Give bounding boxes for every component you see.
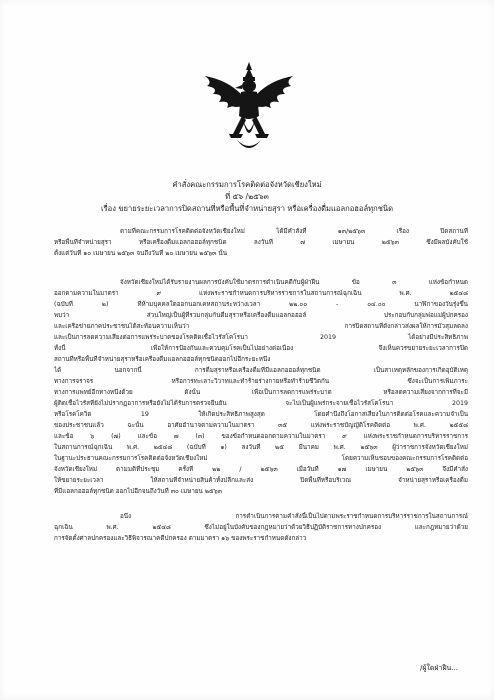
body-line: ทั้งนี้ เพื่อให้การป้องกันและควบคุมโรคเป็นไปอย่างต่อเนื่อง จึงเห็นควรขยายระยะเวลาการปิด [54,345,468,352]
body-line: ตั้งแต่วันที่ ๑๐ เมษายน ๒๕๖๓ จนถึงวันที่ ๒๐ เมษายน ๒๕๖๓ นั้น [54,250,228,257]
continuation-marker: /ผู้ใดฝ่าฝืน... [420,664,459,672]
body-line: ทางการแพทย์อีกทางหนึ่งด้วย ดังนั้น เพื่อเป็นการลดการแพร่ระบาด หรือลดความเสี่ยงจากการที่จะมี [54,389,468,396]
body-line: ของประชาชนแล้ว ฉะนั้น อาศัยอำนาจตามความในมาตรา ๓๕ แห่งพระราชบัญญัติโรคติดต่อ พ.ศ. ๒๕๕๘ [54,422,468,429]
garuda-emblem-icon [197,60,301,156]
body-line: ทางการจราจร หรือการทะเลาะวิวาทและทำร้ายร่างกายหรือทำร้ายชีวิตกัน ซึ่งจะเป็นการเพิ่มภาระ [54,378,468,385]
body-line: ตามที่คณะกรรมการโรคติดต่อจังหวัดเชียงใหม่ ได้มีคำสั่งที่ ๑๓/๒๕๖๓ เรื่อง ปิดสถานที่ [120,228,468,235]
body-line: พบว่า ส่วนใหญ่เป็นผู้ที่รวมกลุ่มกันดื่มสุราหรือเครื่องดื่มแอลกอฮอล์ ประกอบกับกลุ่มพ่อแม่ผู้ปกครอง [54,312,468,319]
body-line: (ฉบับที่ ๒) ที่ห้ามบุคคลใดออกนอกเคหสถานระหว่างเวลา ๒๒.๐๐ - ๐๔.๐๐ นาฬิกาของวันรุ่งขึ้น [54,301,468,308]
body-line: สถานที่หรือพื้นที่จำหน่ายสุราหรือเครื่องดื่มแอลกอฮอล์ทุกชนิดออกไปอีกระยะหนึ่ง [54,356,271,363]
document-number: ที่ ๕๖ /๒๕๖๓ [225,192,269,201]
document-title: คำสั่งคณะกรรมการโรคติดต่อจังหวัดเชียงใหม่ [172,180,322,189]
body-line: ผู้ติดเชื้อไวรัสที่ยังไม่ปรากฏอาการหรือยังไม่ได้รับการตรวจยืนยัน จะไปเป็นผู้แพร่กระจายเชื้อไวรัสโคโรนา 2019 [54,400,468,407]
body-line: และเป็นการลดความเสี่ยงต่อการแพร่ระบาดของโรคติดเชื้อไวรัสโคโรนา 2019 ได้อย่างมีประสิทธิภาพ [54,334,468,341]
body-line: หรือพื้นที่จำหน่ายสุรา หรือเครื่องดื่มแอลกอฮอล์ทุกชนิด ลงวันที่ ๗ เมษายน ๒๕๖๓ ซึ่งมีผลบังคับใช้ [54,239,468,246]
body-line: ออกตามความในมาตรา ๙ แห่งพระราชกำหนดการบริหารราชการในสถานการณ์ฉุกเฉิน พ.ศ. ๒๕๔๘ [54,290,468,297]
body-line: ได้ นอกจากนี้ การดื่มสุราหรือเครื่องดื่มที่มีแอลกอฮอล์ทุกชนิด เป็นสาเหตุหลักของการเกิดอุบัติเหตุ [54,367,468,374]
body-line: หรือโรคโควิด 19 ให้เกิดประสิทธิภาพสูงสุด โดยคำนึงถึงโอกาสเสี่ยงในการติดต่อโรคและความจำเป็น [54,411,468,418]
body-line: ที่มีแอลกอฮอล์ทุกชนิด ออกไปอีกจนถึงวันที่ ๓๐ เมษายน ๒๕๖๓ [54,488,223,495]
body-line: และเครือข่ายภาคประชาชนได้สะท้อนความเห็นว่า การปิดสถานที่ดังกล่าวส่งผลให้การมั่วสุมลดลง [54,323,468,330]
body-line: การจัดตั้งศาลปกครองและวิธีพิจารณาคดีปกครอง ตามมาตรา ๑๖ ของพระราชกำหนดดังกล่าว [54,535,307,542]
body-line: ฉุกเฉิน พ.ศ. ๒๕๔๘ ซึ่งไม่อยู่ในบังคับของกฎหมายว่าด้วยวิธีปฏิบัติราชการทางปกครอง และกฎหมายว่าด้วย [54,524,468,531]
body-line: จังหวัดเชียงใหม่ ตามมติที่ประชุม ครั้งที่ ๒๒ / ๒๕๖๓ เมื่อวันที่ ๑๗ เมษายน ๒๕๖๓ จึงมีคำสั่ง [54,466,468,473]
body-line: ให้ขยายระยะเวลา ให้สถานที่จำหน่ายสินค้าทั้งปลีกและส่ง ปิดพื้นที่หรือบริเวณ จำหน่ายสุราหรือเครื่องดื่ม [54,477,468,484]
body-line: ในฐานะประธานคณะกรรมการโรคติดต่อจังหวัดเชียงใหม่ โดยความเห็นชอบของคณะกรรมการโรคติดต่อ [54,455,468,462]
body-line: และข้อ ๖ (๗) และข้อ ๗ (๓) ของข้อกำหนดออกตามความในมาตรา ๙ แห่งพระราชกำหนดการบริหารราชการ [54,433,468,440]
body-line: ในสถานการณ์ฉุกเฉิน พ.ศ. ๒๕๔๘ (ฉบับที่ ๑) ลงวันที่ ๒๕ มีนาคม พ.ศ. ๒๕๖๓ ผู้ว่าราชการจังหวัดเชียงใหม่ [54,444,468,451]
body-line: จังหวัดเชียงใหม่ได้รับรายงานผลการบังคับใช้มาตรการดำเนินคดีกับผู้ฝ่าฝืน ข้อ ๓ แห่งข้อกำหนด [120,279,468,286]
document-subject: เรื่อง ขยายระยะเวลาการปิดสถานที่หรือพื้นที่จำหน่ายสุรา หรือเครื่องดื่มแอลกอฮอล์ทุกชนิด [100,204,394,213]
body-line: อนึ่ง การดำเนินการตามคำสั่งนี้เป็นไปตามพระราชกำหนดการบริหารราชการในสถานการณ์ [120,513,468,520]
